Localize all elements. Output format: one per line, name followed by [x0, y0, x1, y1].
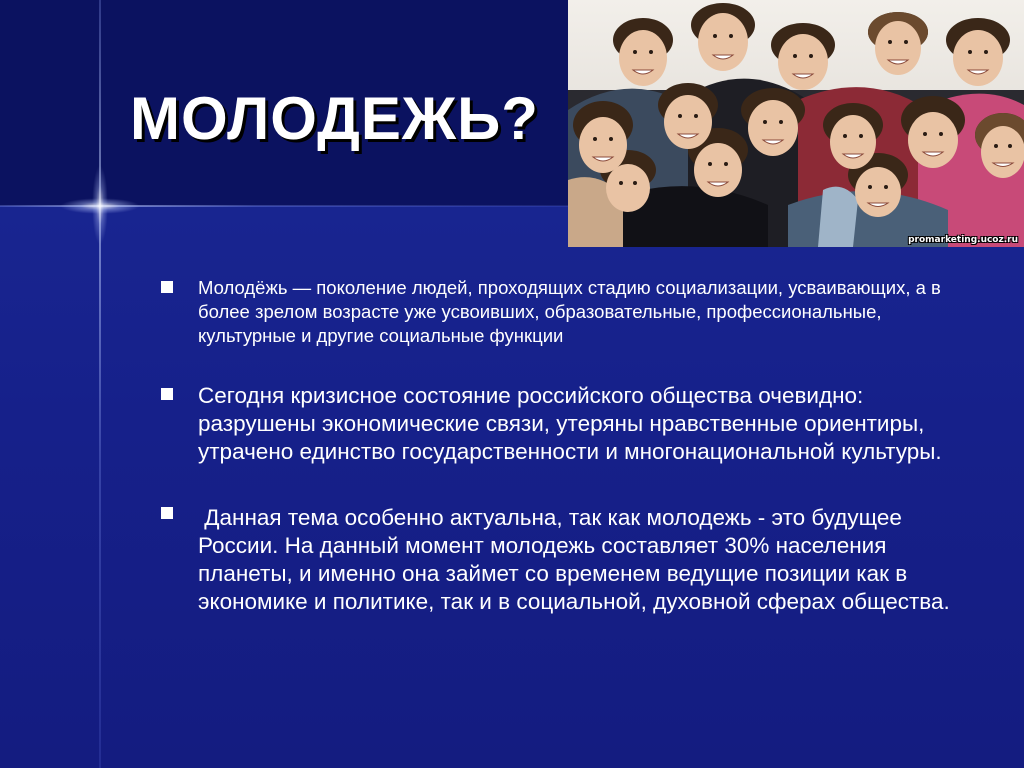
decorative-glow-vertical	[92, 165, 108, 245]
square-bullet-icon	[161, 388, 173, 400]
photo-watermark: promarketing.ucoz.ru	[908, 235, 1018, 245]
bullet-item-definition	[158, 276, 978, 348]
group-of-young-people-photo-icon	[568, 0, 1024, 247]
decorative-vertical-line	[99, 0, 101, 768]
slide-title: МОЛОДЕЖЬ?	[130, 85, 539, 152]
square-bullet-icon	[161, 281, 173, 293]
bullet-item-relevance	[158, 504, 978, 616]
bullet-text: Данная тема особенно актуальна, так как молодежь - это будущее России. На данный момент молодежь составляет 30% населения планеты, и именно она займет со временем ведущие позиции как в экономике и политике, так и в социальной, духовной сферах общества.	[198, 505, 950, 614]
bullet-item-crisis	[158, 382, 978, 466]
bullet-text: Сегодня кризисное состояние российского общества очевидно: разрушены экономические связи, утеряны нравственные ориентиры, утрачено единство государственности и многонациональной культуры.	[198, 383, 942, 464]
group-photo	[568, 0, 1024, 247]
bullet-list	[158, 276, 978, 616]
square-bullet-icon	[161, 507, 173, 519]
bullet-text: Молодёжь — поколение людей, проходящих стадию социализации, усваивающих, а в более зрелом возрасте уже усвоивших, образовательные, профессиональные, культурные и другие социальные функции	[198, 277, 941, 346]
